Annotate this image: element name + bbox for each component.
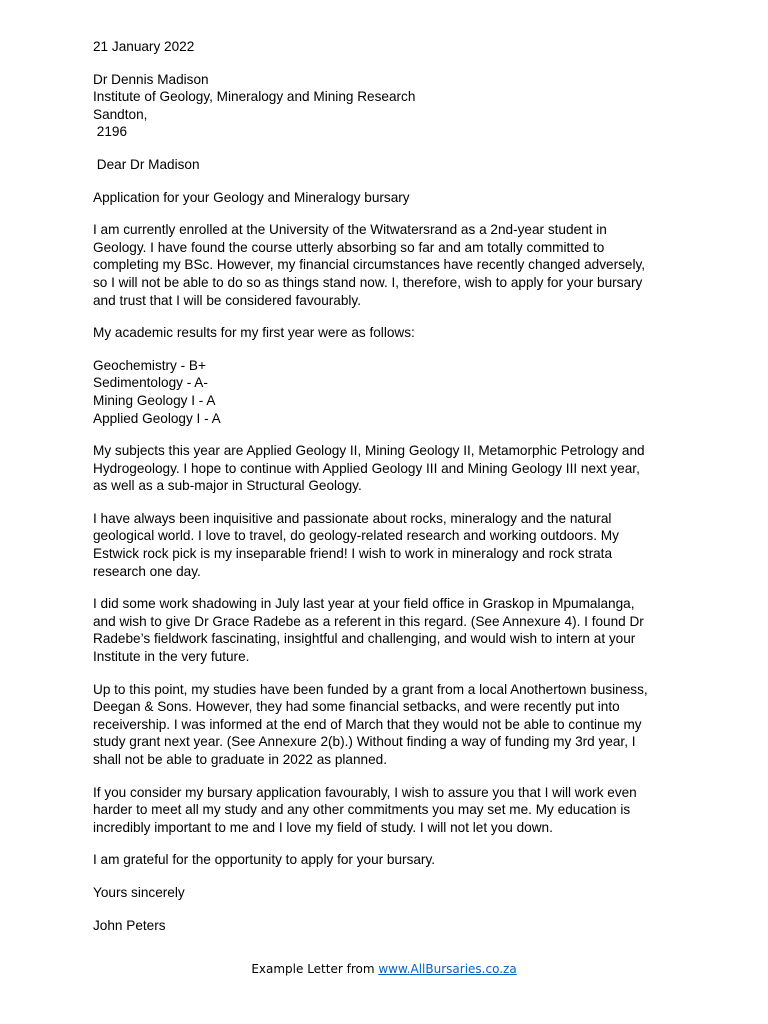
paragraph-enrolment: I am currently enrolled at the University of the Witwatersrand as a 2nd-year student in Geology. I have found the course utterly absorbing so far and am totally committed to completing my BSc. However, my financial circumstances have recently changed adversely, so I will not be able to do so as things stand now. I, therefore, wish to apply for your bursary and trust that I will be considered favourably. — [93, 222, 646, 308]
results-item: Geochemistry - B+ — [93, 357, 206, 373]
results-item: Applied Geology I - A — [93, 410, 221, 426]
recipient-name: Dr Dennis Madison — [93, 71, 209, 87]
paragraph-work-shadowing: I did some work shadowing in July last year at your field office in Graskop in Mpumalanga, and wish to give Dr Grace Radebe as a referent in this regard. (See Annexure 4). I found Dr Radebe’s fieldwork fascinating, insightful and challenging, and would wish to intern at your Institute in the very future. — [93, 596, 644, 665]
closing: Yours sincerely — [93, 884, 185, 900]
letter-body — [93, 38, 683, 949]
paragraph-funding: Up to this point, my studies have been funded by a grant from a local Anothertown business, Deegan & Sons. However, they had some financial setbacks, and were recently put into receivership. I was informed at the end of March that they would not be able to continue my study grant next year. (See Annexure 2(b).) Without finding a way of funding my 3rd year, I shall not be able to graduate in 2022 as planned. — [93, 681, 648, 767]
results-list — [93, 357, 683, 427]
recipient-organization: Institute of Geology, Mineralogy and Mining Research — [93, 89, 416, 105]
paragraph-passion: I have always been inquisitive and passionate about rocks, mineralogy and the natural geological world. I love to travel, do geology-related research and working outdoors. My Estwick rock pick is my inseparable friend! I wish to work in mineralogy and rock strata research one day. — [93, 510, 619, 579]
recipient-address — [93, 71, 683, 141]
footer-prefix: Example Letter from — [251, 962, 379, 976]
paragraph-assurance: If you consider my bursary application favourably, I wish to assure you that I will work even harder to meet all my study and any other commitments you may set me. My education is incredibly important to me and I love my field of study. I will not let you down. — [93, 784, 637, 835]
page-footer — [0, 960, 768, 978]
subject-line: Application for your Geology and Mineralogy bursary — [93, 189, 410, 205]
footer-link[interactable]: www.AllBursaries.co.za — [378, 962, 517, 976]
results-item: Sedimentology - A- — [93, 375, 208, 391]
paragraph-gratitude: I am grateful for the opportunity to apply for your bursary. — [93, 852, 436, 868]
salutation: Dear Dr Madison — [93, 156, 200, 172]
letter-date: 21 January 2022 — [93, 39, 195, 54]
paragraph-results-intro: My academic results for my first year were as follows: — [93, 325, 415, 341]
recipient-city: Sandton, — [93, 106, 148, 122]
recipient-postcode: 2196 — [93, 124, 128, 140]
paragraph-subjects: My subjects this year are Applied Geology II, Mining Geology II, Metamorphic Petrology and Hydrogeology. I hope to continue with Applied Geology III and Mining Geology III next year, as well as a sub-major in Structural Geology. — [93, 443, 645, 494]
results-item: Mining Geology I - A — [93, 392, 216, 408]
signature-name: John Peters — [93, 917, 166, 933]
